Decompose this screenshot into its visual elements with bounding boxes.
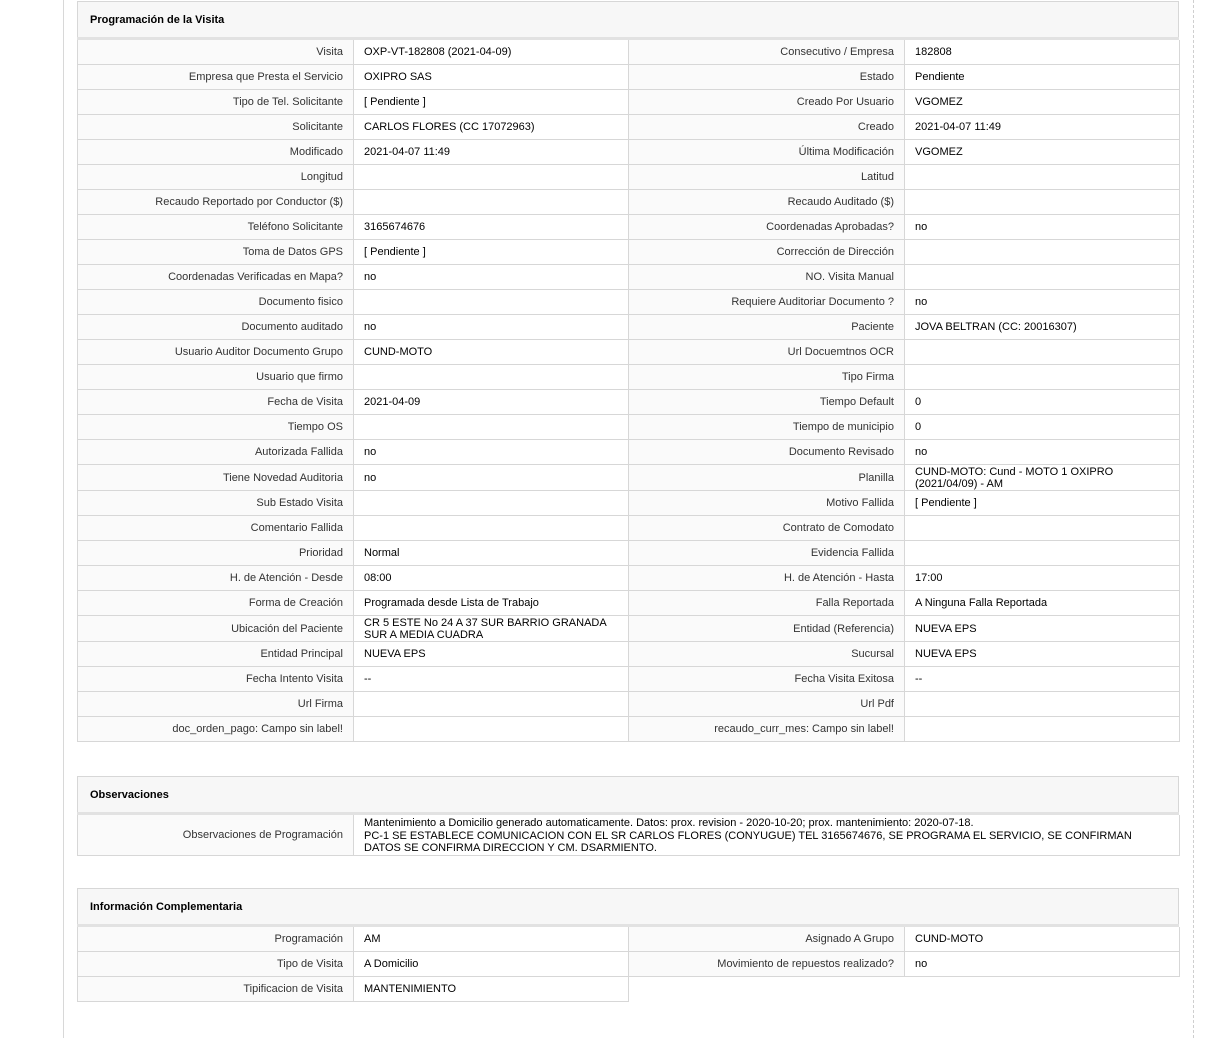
field-value: Programada desde Lista de Trabajo: [354, 591, 629, 616]
field-value: OXIPRO SAS: [354, 65, 629, 90]
field-label: Creado: [629, 115, 905, 140]
field-label: Paciente: [629, 315, 905, 340]
field-value: no: [905, 290, 1180, 315]
programacion-grid: [77, 40, 1179, 742]
field-value: JOVA BELTRAN (CC: 20016307): [905, 315, 1180, 340]
right-dashed-divider: [1193, 0, 1194, 1038]
field-label: Empresa que Presta el Servicio: [78, 65, 354, 90]
field-label: H. de Atención - Hasta: [629, 566, 905, 591]
field-value: [905, 692, 1180, 717]
content-left-border: [63, 0, 64, 1038]
field-value: [905, 165, 1180, 190]
field-value: 3165674676: [354, 215, 629, 240]
field-label: Tipo de Visita: [78, 952, 354, 977]
field-label: Contrato de Comodato: [629, 516, 905, 541]
field-label: Tiempo OS: [78, 415, 354, 440]
field-label: Motivo Fallida: [629, 491, 905, 516]
field-label: Url Docuemtnos OCR: [629, 340, 905, 365]
section-title: Observaciones: [77, 776, 1179, 812]
field-label: Tiempo de municipio: [629, 415, 905, 440]
field-label: Prioridad: [78, 541, 354, 566]
field-value: A Domicilio: [354, 952, 629, 977]
field-value: NUEVA EPS: [354, 642, 629, 667]
field-label: Sub Estado Visita: [78, 491, 354, 516]
field-label: Entidad Principal: [78, 642, 354, 667]
field-value: [905, 240, 1180, 265]
field-value: [ Pendiente ]: [354, 240, 629, 265]
field-value: --: [354, 667, 629, 692]
field-value: 17:00: [905, 566, 1180, 591]
field-value: no: [905, 215, 1180, 240]
field-value: [354, 516, 629, 541]
field-label: Url Pdf: [629, 692, 905, 717]
field-label: Documento Revisado: [629, 440, 905, 465]
field-label: Requiere Auditoriar Documento ?: [629, 290, 905, 315]
field-value: [354, 717, 629, 742]
field-value: 2021-04-07 11:49: [905, 115, 1180, 140]
field-value: 08:00: [354, 566, 629, 591]
field-label: Movimiento de repuestos realizado?: [629, 952, 905, 977]
field-value: no: [354, 265, 629, 290]
field-value: VGOMEZ: [905, 140, 1180, 165]
field-value: Pendiente: [905, 65, 1180, 90]
field-label: Teléfono Solicitante: [78, 215, 354, 240]
field-value: [905, 340, 1180, 365]
field-label: Fecha Intento Visita: [78, 667, 354, 692]
field-value: no: [905, 440, 1180, 465]
field-label: Usuario que firmo: [78, 365, 354, 390]
field-value: CUND-MOTO: [354, 340, 629, 365]
field-label: Toma de Datos GPS: [78, 240, 354, 265]
field-value: 0: [905, 390, 1180, 415]
field-value: [905, 717, 1180, 742]
field-label: Visita: [78, 40, 354, 65]
field-value: [905, 365, 1180, 390]
field-value: [ Pendiente ]: [354, 90, 629, 115]
field-label: Planilla: [629, 465, 905, 491]
field-value: AM: [354, 927, 629, 952]
field-label: Consecutivo / Empresa: [629, 40, 905, 65]
field-value: [ Pendiente ]: [905, 491, 1180, 516]
field-label: recaudo_curr_mes: Campo sin label!: [629, 717, 905, 742]
field-value: [354, 415, 629, 440]
field-label: Programación: [78, 927, 354, 952]
field-value: [905, 516, 1180, 541]
field-value: no: [905, 952, 1180, 977]
field-value: CARLOS FLORES (CC 17072963): [354, 115, 629, 140]
field-label: Estado: [629, 65, 905, 90]
field-label: Coordenadas Aprobadas?: [629, 215, 905, 240]
field-label: Autorizada Fallida: [78, 440, 354, 465]
field-label: Forma de Creación: [78, 591, 354, 616]
field-value: 182808: [905, 40, 1180, 65]
field-value: Mantenimiento a Domicilio generado automaticamente. Datos: prox. revision - 2020-10-20; prox. mantenimiento: 2020-07-18. PC-1 SE ESTABLECE COMUNICACION CON EL SR CARLOS FLORES (CONYUGUE) TEL 3165674676, SE PROGRAMA EL SERVICIO, SE CONFIRMAN DATOS SE CONFIRMA DIRECCION Y CM. DSARMIENTO.: [354, 815, 1180, 856]
field-value: [354, 692, 629, 717]
field-label: Tipo Firma: [629, 365, 905, 390]
field-label: H. de Atención - Desde: [78, 566, 354, 591]
field-label: Entidad (Referencia): [629, 616, 905, 642]
section-title: Información Complementaria: [77, 888, 1179, 924]
field-value: Normal: [354, 541, 629, 566]
field-label: Latitud: [629, 165, 905, 190]
field-label: Tipo de Tel. Solicitante: [78, 90, 354, 115]
observaciones-grid: [77, 815, 1179, 856]
field-value: CUND-MOTO: Cund - MOTO 1 OXIPRO (2021/04/09) - AM: [905, 465, 1180, 491]
observaciones-section: [77, 776, 1179, 856]
field-value: OXP-VT-182808 (2021-04-09): [354, 40, 629, 65]
field-value: no: [354, 315, 629, 340]
field-label: Falla Reportada: [629, 591, 905, 616]
field-label: Solicitante: [78, 115, 354, 140]
field-label: Evidencia Fallida: [629, 541, 905, 566]
complementaria-section: [77, 888, 1179, 1002]
field-label: Usuario Auditor Documento Grupo: [78, 340, 354, 365]
field-value: no: [354, 440, 629, 465]
field-label: Documento auditado: [78, 315, 354, 340]
field-label: Url Firma: [78, 692, 354, 717]
field-value: NUEVA EPS: [905, 642, 1180, 667]
field-label: NO. Visita Manual: [629, 265, 905, 290]
field-label: Corrección de Dirección: [629, 240, 905, 265]
field-value: [354, 190, 629, 215]
field-label: Fecha de Visita: [78, 390, 354, 415]
programacion-section: [77, 1, 1179, 742]
field-value: CUND-MOTO: [905, 927, 1180, 952]
empty-cell: [905, 977, 1180, 1002]
field-label: Documento fisico: [78, 290, 354, 315]
field-value: 2021-04-09: [354, 390, 629, 415]
field-label: Asignado A Grupo: [629, 927, 905, 952]
field-value: A Ninguna Falla Reportada: [905, 591, 1180, 616]
field-label: doc_orden_pago: Campo sin label!: [78, 717, 354, 742]
empty-cell: [629, 977, 905, 1002]
field-label: Recaudo Auditado ($): [629, 190, 905, 215]
field-label: Última Modificación: [629, 140, 905, 165]
field-label: Creado Por Usuario: [629, 90, 905, 115]
field-value: no: [354, 465, 629, 491]
field-value: [905, 190, 1180, 215]
section-title: Programación de la Visita: [77, 1, 1179, 37]
field-value: NUEVA EPS: [905, 616, 1180, 642]
field-value: MANTENIMIENTO: [354, 977, 629, 1002]
field-label: Tipificacion de Visita: [78, 977, 354, 1002]
field-label: Modificado: [78, 140, 354, 165]
field-label: Observaciones de Programación: [78, 815, 354, 856]
field-label: Ubicación del Paciente: [78, 616, 354, 642]
field-label: Sucursal: [629, 642, 905, 667]
field-value: --: [905, 667, 1180, 692]
field-value: [354, 290, 629, 315]
field-label: Longitud: [78, 165, 354, 190]
complementaria-grid: [77, 927, 1179, 1002]
field-value: [354, 165, 629, 190]
field-value: [905, 541, 1180, 566]
field-label: Tiempo Default: [629, 390, 905, 415]
field-label: Tiene Novedad Auditoria: [78, 465, 354, 491]
field-label: Fecha Visita Exitosa: [629, 667, 905, 692]
field-value: VGOMEZ: [905, 90, 1180, 115]
field-value: CR 5 ESTE No 24 A 37 SUR BARRIO GRANADA SUR A MEDIA CUADRA: [354, 616, 629, 642]
field-value: [905, 265, 1180, 290]
field-label: Recaudo Reportado por Conductor ($): [78, 190, 354, 215]
field-label: Coordenadas Verificadas en Mapa?: [78, 265, 354, 290]
field-label: Comentario Fallida: [78, 516, 354, 541]
field-value: 0: [905, 415, 1180, 440]
field-value: [354, 365, 629, 390]
field-value: [354, 491, 629, 516]
field-value: 2021-04-07 11:49: [354, 140, 629, 165]
